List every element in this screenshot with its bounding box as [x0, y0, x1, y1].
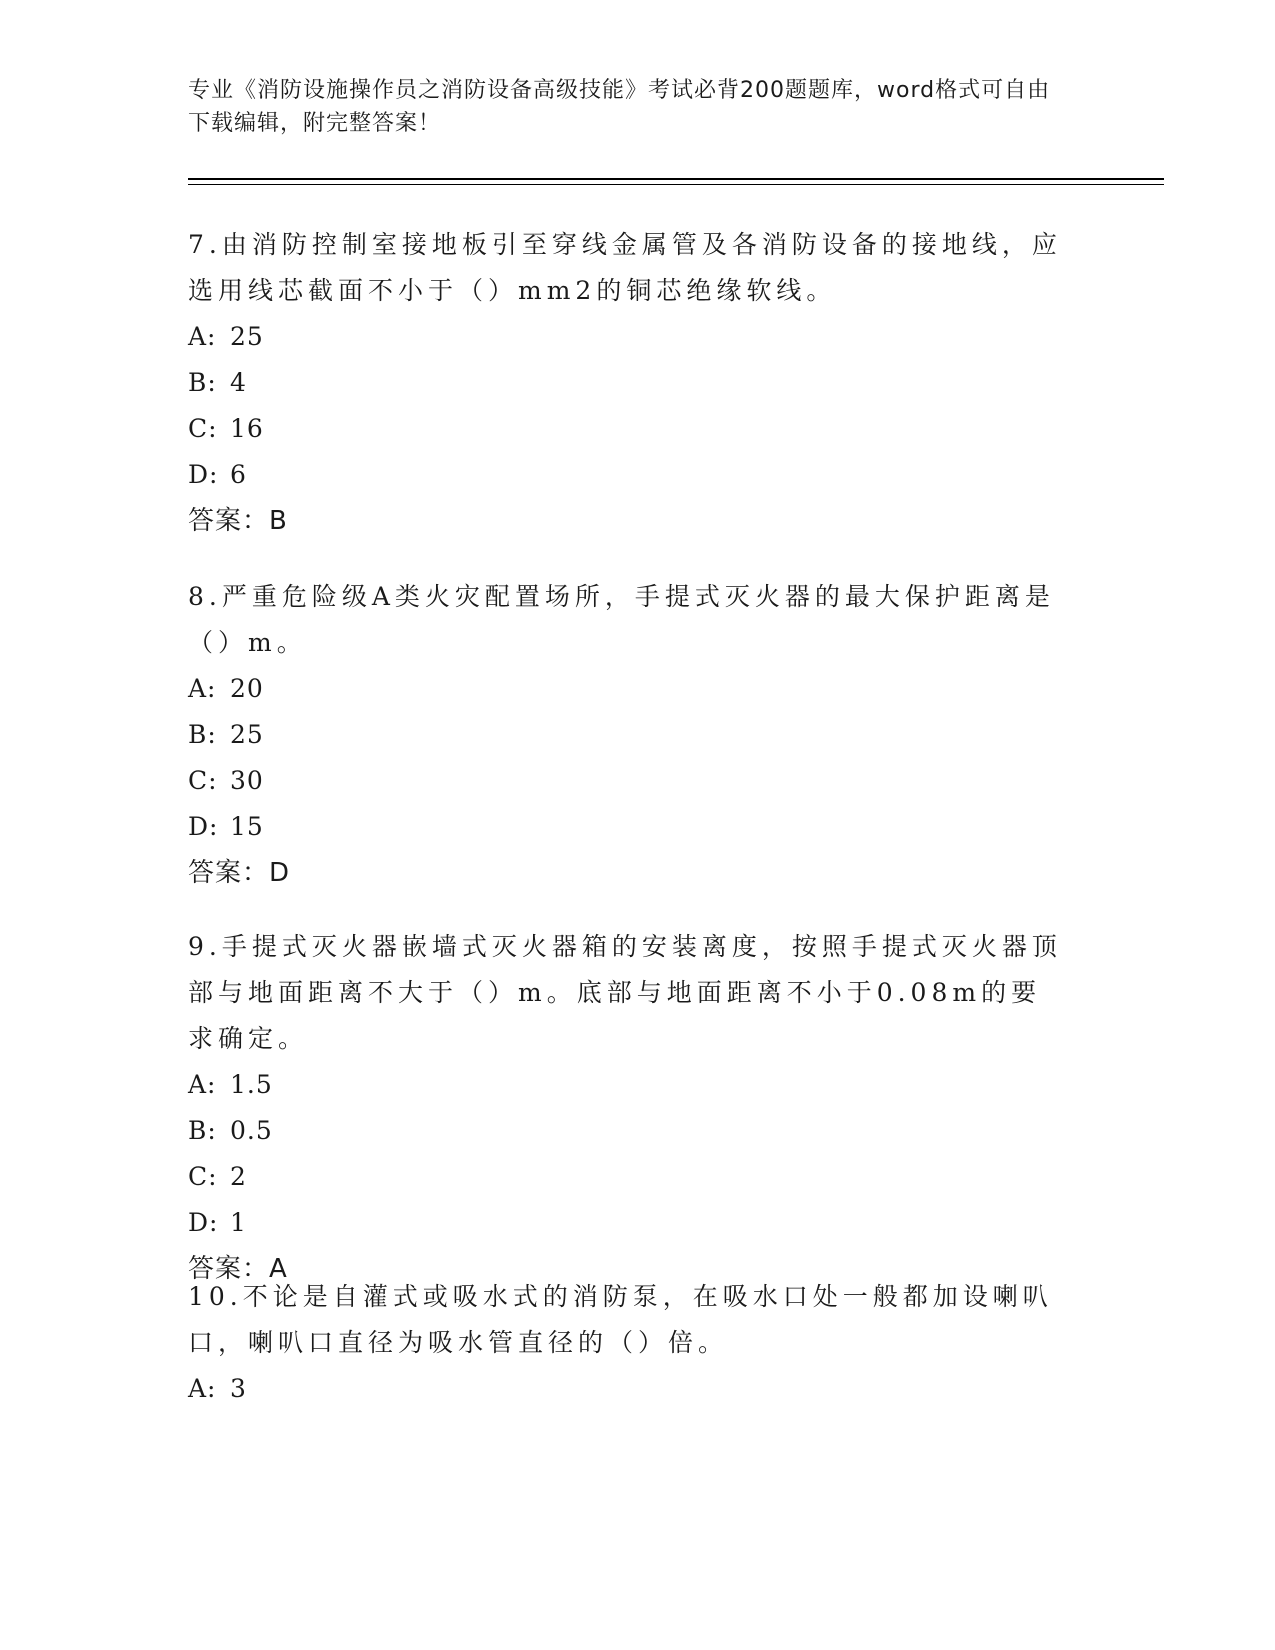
- option-value: 6: [230, 460, 247, 489]
- option-b: [188, 360, 1068, 406]
- header-divider-thick: [188, 178, 1164, 180]
- option-b: [188, 712, 1068, 758]
- option-c: [188, 406, 1068, 452]
- header-divider-thin: [188, 184, 1164, 185]
- answer-label: 答案：: [188, 1254, 270, 1284]
- answer-line: [188, 498, 1068, 544]
- question-text: 8.严重危险级A类火灾配置场所，手提式灭火器的最大保护距离是（）m。: [188, 582, 1055, 657]
- question-7: [188, 222, 1068, 544]
- option-letter: C:: [188, 414, 218, 443]
- question-9: [188, 924, 1068, 1292]
- option-value: 3: [230, 1374, 247, 1403]
- option-letter: B:: [188, 368, 217, 397]
- option-d: [188, 1200, 1068, 1246]
- option-letter: D:: [188, 812, 219, 841]
- answer-value: D: [269, 858, 291, 888]
- option-c: [188, 1154, 1068, 1200]
- option-value: 1: [230, 1208, 247, 1237]
- option-letter: B:: [188, 1116, 217, 1145]
- question-8: [188, 574, 1068, 896]
- option-value: 20: [230, 674, 264, 703]
- question-text: 9.手提式灭火器嵌墙式灭火器箱的安装离度，按照手提式灭火器顶部与地面距离不大于（）m。底部与地面距离不小于0.08m的要求确定。: [188, 932, 1062, 1053]
- option-letter: B:: [188, 720, 217, 749]
- option-d: [188, 452, 1068, 498]
- option-value: 16: [230, 414, 264, 443]
- option-letter: C:: [188, 766, 218, 795]
- option-letter: C:: [188, 1162, 218, 1191]
- option-letter: D:: [188, 460, 219, 489]
- option-value: 25: [230, 720, 264, 749]
- option-letter: A:: [188, 322, 217, 351]
- option-letter: A:: [188, 1374, 217, 1403]
- option-value: 25: [230, 322, 264, 351]
- question-text: 10.不论是自灌式或吸水式的消防泵，在吸水口处一般都加设喇叭口，喇叭口直径为吸水管直径的（）倍。: [188, 1282, 1053, 1357]
- question-10: [188, 1274, 1068, 1412]
- option-b: [188, 1108, 1068, 1154]
- answer-value: B: [269, 506, 288, 536]
- option-letter: A:: [188, 1070, 217, 1099]
- option-letter: A:: [188, 674, 217, 703]
- option-letter: D:: [188, 1208, 219, 1237]
- question-text: 7.由消防控制室接地板引至穿线金属管及各消防设备的接地线，应选用线芯截面不小于（）mm2的铜芯绝缘软线。: [188, 230, 1062, 305]
- option-c: [188, 758, 1068, 804]
- option-a: [188, 1062, 1068, 1108]
- answer-label: 答案：: [188, 506, 270, 536]
- option-a: [188, 1366, 1068, 1412]
- option-value: 0.5: [230, 1116, 273, 1145]
- answer-label: 答案：: [188, 858, 270, 888]
- option-value: 15: [230, 812, 264, 841]
- option-value: 30: [230, 766, 264, 795]
- option-value: 1.5: [230, 1070, 273, 1099]
- document-header: 专业《消防设施操作员之消防设备高级技能》考试必背200题题库，word格式可自由下载编辑，附完整答案！: [188, 78, 1051, 136]
- option-a: [188, 314, 1068, 360]
- option-value: 4: [230, 368, 247, 397]
- option-d: [188, 804, 1068, 850]
- answer-line: [188, 850, 1068, 896]
- answer-value: A: [269, 1254, 288, 1284]
- option-value: 2: [230, 1162, 247, 1191]
- option-a: [188, 666, 1068, 712]
